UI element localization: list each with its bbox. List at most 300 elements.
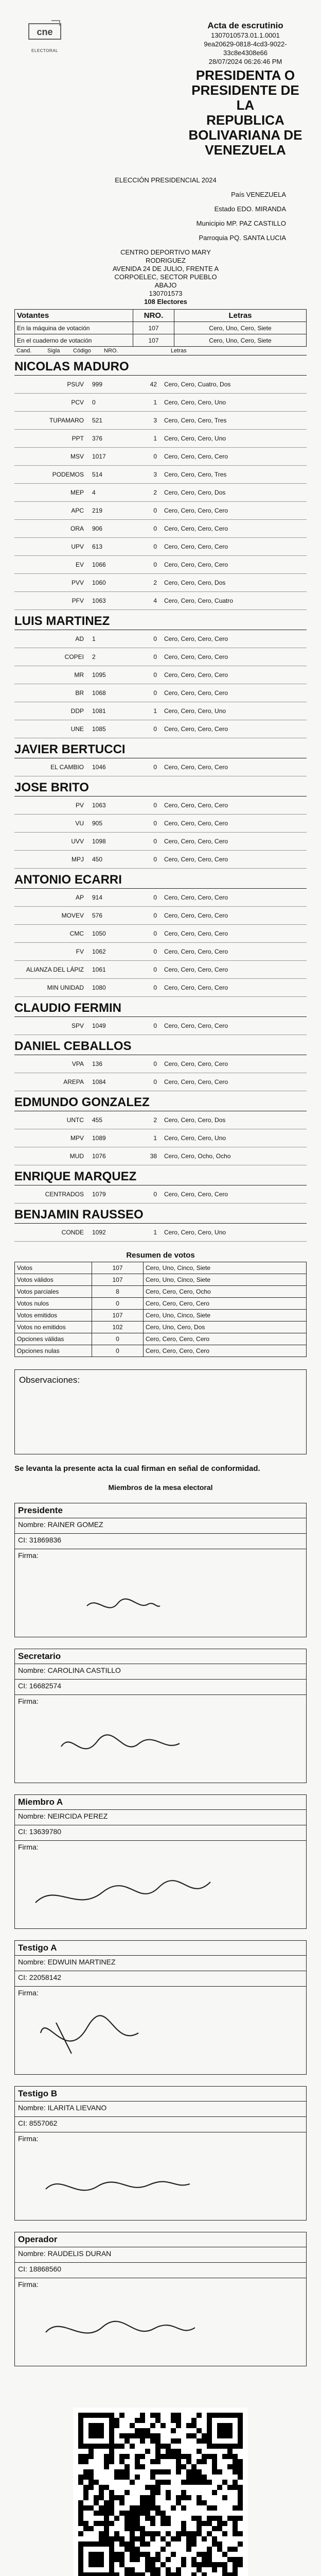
party-sigla: PV <box>75 802 84 809</box>
title-line: PRESIDENTA O <box>195 67 295 83</box>
party-votes: 1 <box>153 1229 157 1236</box>
party-votes: 0 <box>153 966 157 973</box>
result-label: Votos válidos <box>15 1274 92 1286</box>
party-code: 136 <box>92 1060 103 1067</box>
party-votes: 0 <box>153 984 157 991</box>
result-label: Votos nulos <box>15 1298 92 1310</box>
results-table <box>14 1262 307 1357</box>
party-sigla: VU <box>75 820 84 827</box>
party-code: 1017 <box>92 453 106 460</box>
party-votes-letters: Cero, Cero, Cero, Cero <box>164 984 228 991</box>
signer-ci: CI: 13639780 <box>15 1825 306 1841</box>
party-row <box>14 1055 307 1073</box>
result-label: Votos no emitidos <box>15 1321 92 1333</box>
party-code: 0 <box>92 399 96 406</box>
signature-area <box>15 1987 306 2074</box>
party-votes-letters: Cero, Cero, Cero, Dos <box>164 579 226 586</box>
party-votes-letters: Cero, Cero, Cero, Cero <box>164 1022 228 1029</box>
observations-label: Observaciones: <box>19 1375 80 1385</box>
signature-area <box>15 1549 306 1637</box>
party-sigla: AREPA <box>63 1078 84 1086</box>
party-votes: 4 <box>153 597 157 604</box>
party-code: 613 <box>92 543 103 550</box>
party-row <box>14 412 307 430</box>
table-row <box>15 1298 307 1310</box>
party-code: 999 <box>92 381 103 388</box>
candidate-name: NICOLAS MADURO <box>14 358 307 376</box>
party-votes: 0 <box>153 820 157 827</box>
party-code: 1068 <box>92 689 106 697</box>
signer-name: Nombre: NEIRCIDA PEREZ <box>15 1810 306 1825</box>
party-row <box>14 702 307 720</box>
party-code: 1 <box>92 635 96 642</box>
firma-label: Firma: <box>18 2134 39 2143</box>
results-title: Resumen de votos <box>126 1251 195 1260</box>
candidate-name: CLAUDIO FERMIN <box>14 999 307 1017</box>
party-code: 219 <box>92 507 103 514</box>
party-votes: 0 <box>153 507 157 514</box>
party-code: 1080 <box>92 984 106 991</box>
party-votes: 3 <box>153 471 157 478</box>
signer-role: Testigo A <box>15 1941 306 1956</box>
party-sigla: ALIANZA DEL LÁPIZ <box>26 966 84 973</box>
party-row <box>14 979 307 997</box>
center-line: RODRIGUEZ <box>146 257 186 264</box>
col-sigla: Sigla <box>47 348 60 354</box>
result-nro: 8 <box>92 1286 144 1298</box>
firma-label: Firma: <box>18 1989 39 1997</box>
party-row <box>14 758 307 776</box>
result-label: Votos <box>15 1262 92 1274</box>
parish: Parroquia PQ. SANTA LUCIA <box>199 234 286 242</box>
handwritten-signature <box>25 2138 231 2220</box>
party-sigla: COPEI <box>64 653 84 660</box>
party-code: 1049 <box>92 1022 106 1029</box>
party-row <box>14 796 307 815</box>
party-votes-letters: Cero, Cero, Cero, Cero <box>164 543 228 550</box>
party-votes-letters: Cero, Cero, Cero, Cero <box>164 948 228 955</box>
party-votes: 0 <box>153 689 157 697</box>
party-votes-letters: Cero, Cero, Cero, Cero <box>164 856 228 863</box>
summary-letras: Cero, Uno, Cero, Siete <box>174 322 307 334</box>
result-letras: Cero, Uno, Cinco, Siete <box>144 1274 307 1286</box>
signer-role: Presidente <box>15 1503 306 1518</box>
party-sigla: MPV <box>70 1134 84 1142</box>
party-votes: 0 <box>153 930 157 937</box>
party-sigla: CENTRADOS <box>45 1191 84 1198</box>
firma-label: Firma: <box>18 1551 39 1560</box>
party-votes: 38 <box>150 1153 157 1160</box>
party-sigla: FV <box>76 948 84 955</box>
signer-role: Operador <box>15 2232 306 2247</box>
party-sigla: AD <box>75 635 84 642</box>
party-row <box>14 907 307 925</box>
party-sigla: PPT <box>72 435 84 442</box>
party-row <box>14 394 307 412</box>
col-codigo: Código <box>73 348 91 354</box>
party-code: 450 <box>92 856 103 863</box>
party-sigla: BR <box>75 689 84 697</box>
party-code: 1076 <box>92 1153 106 1160</box>
party-row <box>14 1111 307 1129</box>
party-sigla: MR <box>74 671 84 679</box>
candidate-block <box>14 1167 307 1204</box>
party-votes: 0 <box>153 561 157 568</box>
party-votes-letters: Cero, Cero, Cero, Cero <box>164 912 228 919</box>
signature-block <box>14 1649 307 1783</box>
party-votes-letters: Cero, Cero, Cero, Cero <box>164 525 228 532</box>
party-sigla: DDP <box>70 707 84 715</box>
party-row <box>14 376 307 394</box>
candidate-name: LUIS MARTINEZ <box>14 612 307 630</box>
party-row <box>14 1129 307 1147</box>
party-votes-letters: Cero, Cero, Cero, Cero <box>164 1191 228 1198</box>
result-letras: Cero, Uno, Cinco, Siete <box>144 1310 307 1321</box>
acta-hash: 9ea20629-0818-4cd3-9022-33c8e4308e66 <box>204 40 287 57</box>
party-code: 1062 <box>92 948 106 955</box>
result-letras: Cero, Cero, Cero, Cero <box>144 1345 307 1357</box>
party-code: 906 <box>92 525 103 532</box>
party-code: 521 <box>92 417 103 424</box>
qr-code-icon <box>73 2408 248 2576</box>
party-votes: 0 <box>153 1022 157 1029</box>
municipality: Municipio MP. PAZ CASTILLO <box>196 219 286 227</box>
party-row <box>14 592 307 610</box>
party-votes: 0 <box>153 764 157 771</box>
party-votes-letters: Cero, Cero, Cero, Cero <box>164 802 228 809</box>
candidate-name: EDMUNDO GONZALEZ <box>14 1093 307 1111</box>
party-votes: 0 <box>153 1078 157 1086</box>
acta-header <box>14 8 307 178</box>
electors-count: 108 Electores <box>144 298 187 306</box>
party-code: 1079 <box>92 1191 106 1198</box>
party-votes: 0 <box>153 525 157 532</box>
party-sigla: VPA <box>72 1060 84 1067</box>
center-line: CORPOELEC, SECTOR PUEBLO <box>114 273 217 281</box>
party-row <box>14 502 307 520</box>
party-votes: 1 <box>153 707 157 715</box>
party-votes-letters: Cero, Cero, Cero, Tres <box>164 417 227 424</box>
party-row <box>14 961 307 979</box>
party-row <box>14 520 307 538</box>
party-row <box>14 684 307 702</box>
table-row <box>15 1286 307 1298</box>
candidate-block <box>14 740 307 776</box>
party-votes-letters: Cero, Cero, Cero, Cero <box>164 561 228 568</box>
party-votes: 0 <box>153 856 157 863</box>
handwritten-signature <box>25 2283 231 2366</box>
signer-ci: CI: 31869836 <box>15 1534 306 1549</box>
party-row <box>14 1185 307 1204</box>
party-votes: 2 <box>153 579 157 586</box>
party-sigla: PODEMOS <box>52 471 84 478</box>
party-sigla: PCV <box>71 399 84 406</box>
summary-head-nro: NRO. <box>133 310 174 322</box>
party-sigla: CMC <box>69 930 84 937</box>
handwritten-signature <box>25 1554 231 1637</box>
table-row <box>15 1310 307 1321</box>
summary-head-label: Votantes <box>15 310 133 322</box>
party-row <box>14 1017 307 1035</box>
party-sigla: PVV <box>71 579 84 586</box>
party-sigla: MSV <box>70 453 84 460</box>
party-code: 1089 <box>92 1134 106 1142</box>
signature-area <box>15 1695 306 1783</box>
cne-logo <box>26 19 64 53</box>
party-code: 905 <box>92 820 103 827</box>
candidate-block <box>14 1037 307 1091</box>
party-sigla: UNTC <box>66 1116 84 1124</box>
party-sigla: PSUV <box>67 381 84 388</box>
col-cand: Cand. <box>16 348 32 354</box>
party-votes-letters: Cero, Cero, Cero, Cero <box>164 671 228 679</box>
handwritten-signature <box>25 1846 231 1928</box>
election-title <box>184 68 307 158</box>
party-votes: 0 <box>153 838 157 845</box>
firma-label: Firma: <box>18 2280 39 2289</box>
party-votes-letters: Cero, Cero, Cero, Cero <box>164 653 228 660</box>
party-code: 1046 <box>92 764 106 771</box>
party-row <box>14 666 307 684</box>
party-code: 1050 <box>92 930 106 937</box>
party-sigla: UPV <box>71 543 84 550</box>
party-votes-letters: Cero, Cero, Cero, Cero <box>164 689 228 697</box>
candidate-name: JAVIER BERTUCCI <box>14 740 307 758</box>
signer-role: Miembro A <box>15 1795 306 1810</box>
party-votes: 0 <box>153 453 157 460</box>
party-sigla: ORA <box>70 525 84 532</box>
summary-nro: 107 <box>133 334 174 347</box>
party-votes-letters: Cero, Cero, Cero, Cero <box>164 894 228 901</box>
table-row <box>15 1262 307 1274</box>
party-sigla: TUPAMARO <box>49 417 84 424</box>
state: Estado EDO. MIRANDA <box>214 205 286 213</box>
party-votes-letters: Cero, Cero, Cero, Dos <box>164 1116 226 1124</box>
result-label: Opciones nulas <box>15 1345 92 1357</box>
candidate-block <box>14 871 307 997</box>
party-code: 576 <box>92 912 103 919</box>
acta-title: Acta de escrutinio <box>207 21 283 30</box>
candidate-block <box>14 358 307 610</box>
party-sigla: EV <box>75 561 84 568</box>
party-row <box>14 889 307 907</box>
party-sigla: MUD <box>69 1153 84 1160</box>
party-row <box>14 833 307 851</box>
party-votes-letters: Cero, Cero, Cero, Cero <box>164 838 228 845</box>
result-nro: 0 <box>92 1298 144 1310</box>
observations-box <box>14 1369 307 1454</box>
candidate-block <box>14 1093 307 1165</box>
signer-name: Nombre: EDWUIN MARTINEZ <box>15 1956 306 1971</box>
party-sigla: EL CAMBIO <box>50 764 84 771</box>
result-nro: 102 <box>92 1321 144 1333</box>
party-votes: 2 <box>153 489 157 496</box>
party-votes: 42 <box>150 381 157 388</box>
candidate-name: DANIEL CEBALLOS <box>14 1037 307 1055</box>
table-row <box>15 1345 307 1357</box>
party-votes-letters: Cero, Cero, Cero, Uno <box>164 435 226 442</box>
party-row <box>14 574 307 592</box>
party-row <box>14 538 307 556</box>
party-votes: 0 <box>153 1191 157 1198</box>
party-votes-letters: Cero, Cero, Cero, Dos <box>164 489 226 496</box>
party-code: 1063 <box>92 802 106 809</box>
col-nro: NRO. <box>104 348 118 354</box>
signer-name: Nombre: RAINER GOMEZ <box>15 1518 306 1534</box>
header-info <box>184 21 307 161</box>
party-code: 1061 <box>92 966 106 973</box>
party-code: 455 <box>92 1116 103 1124</box>
party-votes-letters: Cero, Cero, Cero, Cero <box>164 930 228 937</box>
party-votes: 2 <box>153 1116 157 1124</box>
logo-text: ELECTORAL <box>31 48 58 53</box>
summary-nro: 107 <box>133 322 174 334</box>
signer-role: Secretario <box>15 1649 306 1664</box>
signature-block <box>14 2232 307 2366</box>
party-code: 2 <box>92 653 96 660</box>
col-letras: Letras <box>171 348 187 354</box>
result-nro: 107 <box>92 1310 144 1321</box>
party-sigla: SPV <box>71 1022 84 1029</box>
signature-block <box>14 2086 307 2221</box>
party-code: 1084 <box>92 1078 106 1086</box>
party-sigla: PFV <box>72 597 84 604</box>
party-votes: 0 <box>153 894 157 901</box>
result-nro: 107 <box>92 1274 144 1286</box>
party-votes-letters: Cero, Cero, Ocho, Ocho <box>164 1153 231 1160</box>
result-nro: 107 <box>92 1262 144 1274</box>
result-letras: Cero, Uno, Cero, Dos <box>144 1321 307 1333</box>
party-row <box>14 1224 307 1242</box>
party-sigla: CONDE <box>61 1229 84 1236</box>
firma-label: Firma: <box>18 1697 39 1705</box>
party-votes-letters: Cero, Cero, Cero, Cero <box>164 635 228 642</box>
party-code: 1060 <box>92 579 106 586</box>
party-votes: 0 <box>153 802 157 809</box>
party-row <box>14 1147 307 1165</box>
party-votes: 0 <box>153 725 157 733</box>
candidate-name: ENRIQUE MARQUEZ <box>14 1167 307 1185</box>
party-votes: 0 <box>153 653 157 660</box>
party-row <box>14 648 307 666</box>
result-letras: Cero, Uno, Cinco, Siete <box>144 1262 307 1274</box>
party-row <box>14 815 307 833</box>
firma-label: Firma: <box>18 1843 39 1851</box>
signer-name: Nombre: RAUDELIS DURAN <box>15 2247 306 2263</box>
party-votes-letters: Cero, Cero, Cero, Cero <box>164 820 228 827</box>
signer-name: Nombre: ILARITA LIEVANO <box>15 2102 306 2117</box>
signature-block <box>14 1503 307 1637</box>
party-votes: 0 <box>153 948 157 955</box>
candidate-name: ANTONIO ECARRI <box>14 871 307 889</box>
signature-area <box>15 2278 306 2366</box>
party-votes-letters: Cero, Cero, Cero, Cero <box>164 966 228 973</box>
party-votes: 3 <box>153 417 157 424</box>
result-label: Opciones válidas <box>15 1333 92 1345</box>
party-votes: 1 <box>153 1134 157 1142</box>
title-line: REPUBLICA <box>206 112 284 128</box>
center-line: AVENIDA 24 DE JULIO, FRENTE A <box>112 265 219 273</box>
cne-logo-icon <box>26 19 64 47</box>
summary-letras: Cero, Uno, Cero, Siete <box>174 334 307 347</box>
members-title: Miembros de la mesa electoral <box>108 1483 213 1492</box>
qr-code <box>73 2408 248 2576</box>
result-nro: 0 <box>92 1345 144 1357</box>
table-row <box>15 334 307 347</box>
result-letras: Cero, Cero, Cero, Cero <box>144 1333 307 1345</box>
party-sigla: UVV <box>71 838 84 845</box>
signature-block <box>14 1940 307 2075</box>
party-row <box>14 925 307 943</box>
center-name <box>14 248 286 290</box>
party-sigla: MEP <box>70 489 84 496</box>
party-votes: 1 <box>153 435 157 442</box>
candidate-block <box>14 999 307 1035</box>
party-votes: 0 <box>153 1060 157 1067</box>
column-headers <box>14 347 307 355</box>
party-sigla: MIN UNIDAD <box>47 984 84 991</box>
table-row <box>15 322 307 334</box>
party-code: 914 <box>92 894 103 901</box>
party-row <box>14 630 307 648</box>
party-code: 4 <box>92 489 96 496</box>
party-code: 1066 <box>92 561 106 568</box>
acta-datetime: 28/07/2024 06:26:46 PM <box>208 58 282 65</box>
closing-statement: Se levanta la presente acta la cual firman en señal de conformidad. <box>14 1464 260 1473</box>
party-code: 1085 <box>92 725 106 733</box>
party-code: 1098 <box>92 838 106 845</box>
candidate-block <box>14 612 307 738</box>
svg-text:cne: cne <box>37 27 53 37</box>
party-row <box>14 484 307 502</box>
signer-ci: CI: 18868560 <box>15 2263 306 2278</box>
table-row <box>15 1333 307 1345</box>
candidate-name: JOSE BRITO <box>14 778 307 796</box>
party-row <box>14 430 307 448</box>
party-votes: 1 <box>153 399 157 406</box>
center-code: 130701573 <box>149 290 183 297</box>
party-votes: 0 <box>153 635 157 642</box>
party-votes: 0 <box>153 671 157 679</box>
party-votes-letters: Cero, Cero, Cero, Cero <box>164 725 228 733</box>
party-row <box>14 466 307 484</box>
country: País VENEZUELA <box>231 191 286 198</box>
signature-area <box>15 1841 306 1928</box>
signer-ci: CI: 22058142 <box>15 1971 306 1987</box>
party-sigla: MPJ <box>72 856 84 863</box>
party-row <box>14 448 307 466</box>
voters-summary-table <box>14 309 307 347</box>
title-line: PRESIDENTE DE LA <box>191 82 299 113</box>
party-votes-letters: Cero, Cero, Cuatro, Dos <box>164 381 231 388</box>
party-row <box>14 943 307 961</box>
candidate-block <box>14 778 307 869</box>
party-votes-letters: Cero, Cero, Cero, Tres <box>164 471 227 478</box>
election-name: ELECCIÓN PRESIDENCIAL 2024 <box>115 176 217 184</box>
table-row <box>15 1274 307 1286</box>
acta-serial: 1307010573.01.1.0001 <box>211 31 280 39</box>
party-sigla: UNE <box>70 725 84 733</box>
party-votes-letters: Cero, Cero, Cero, Cero <box>164 1060 228 1067</box>
signer-name: Nombre: CAROLINA CASTILLO <box>15 1664 306 1680</box>
table-row <box>15 1321 307 1333</box>
signature-area <box>15 2132 306 2220</box>
party-votes: 0 <box>153 543 157 550</box>
signer-ci: CI: 16682574 <box>15 1680 306 1695</box>
party-votes-letters: Cero, Cero, Cero, Cero <box>164 764 228 771</box>
center-line: ABAJO <box>154 281 177 289</box>
party-sigla: MOVEV <box>61 912 84 919</box>
